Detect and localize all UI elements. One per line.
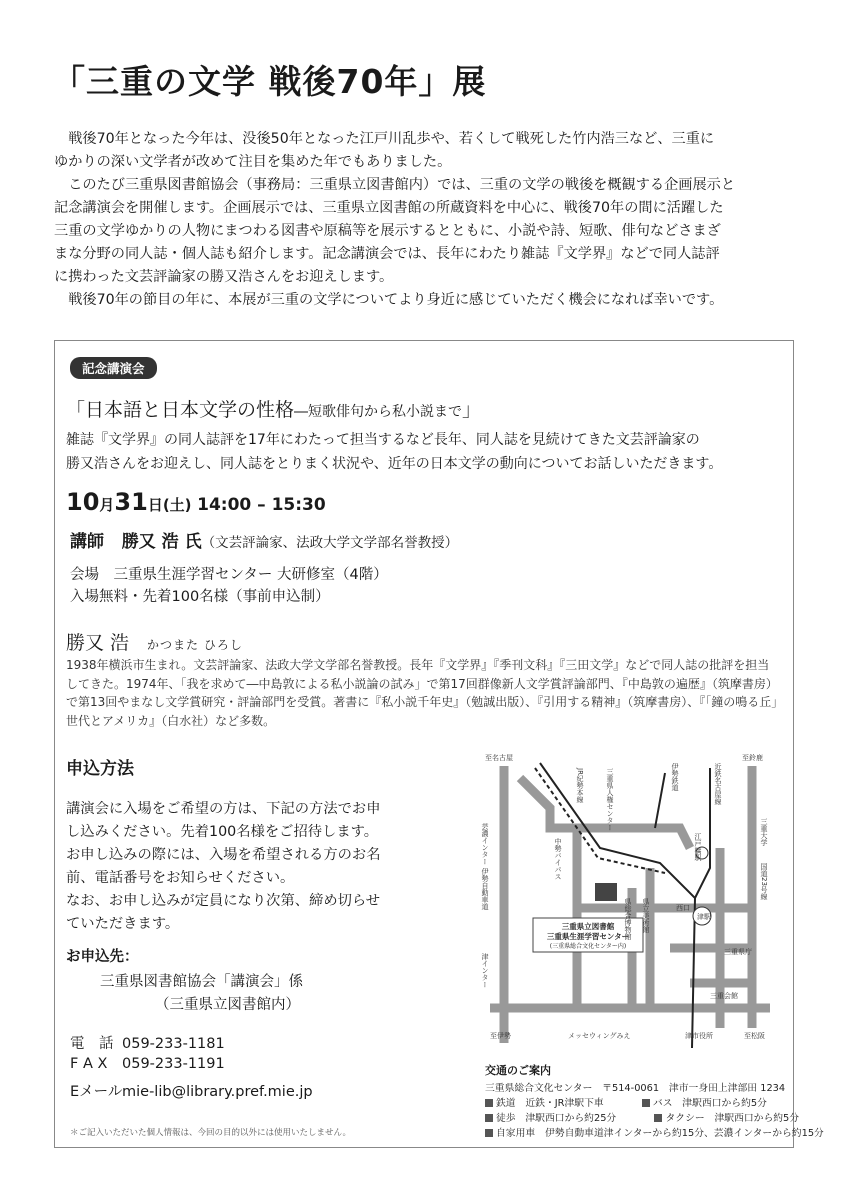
date-month-unit: 月 <box>99 496 115 514</box>
access-row-3 <box>485 1125 824 1139</box>
tel-number[interactable]: 059-233-1181 <box>122 1036 225 1052</box>
intro-line: 戦後70年の節目の年に、本展が三重の文学についてより身近に感じていただく機会になれば幸いです。 <box>54 292 724 308</box>
date-time: 14:00 – 15:30 <box>197 495 326 515</box>
map-messe: メッセウィングみえ <box>568 1032 631 1040</box>
intro-line: このたび三重県図書館協会（事務局：三重県立図書館内）では、三重の文学の戦後を概観する企画展示と <box>54 177 736 193</box>
map-library-label: 三重県立図書館 <box>561 922 615 931</box>
map-city-hall: 津市役所 <box>685 1032 713 1040</box>
apply-line: お申し込みの際には、入場を希望される方のお名 <box>66 847 381 863</box>
bullet-icon <box>485 1129 493 1137</box>
access-taxi: タクシー 津駅西口から約5分 <box>665 1113 800 1124</box>
bio-line: してきた。1974年、「我を求めて―中島敦による私小説論の試み」で第17回群像新人文学賞評論部門、『中島敦の遍歴』（筑摩書房） <box>66 676 778 691</box>
access-heading: 交通のご案内 <box>485 1064 551 1077</box>
map-pref-assembly: 三重会館 <box>710 992 738 1000</box>
access-address: 三重県総合文化センター 〒514-0061 津市一身田上津部田 1234 <box>485 1083 786 1094</box>
contact-label: お申込先： <box>66 949 139 965</box>
fax-number: 059-233-1191 <box>122 1056 225 1072</box>
intro-text <box>54 128 794 312</box>
apply-line: 前、電話番号をお知らせください。 <box>66 870 295 886</box>
access-bus: バス 津駅西口から約5分 <box>652 1098 767 1109</box>
page-title: 「三重の文学 戦後70年」展 <box>52 62 487 101</box>
access-car: 自家用車 伊勢自動車道津インターから約15分、芸濃インターから約15分 <box>496 1128 824 1139</box>
map-art-museum: 県立美術館 <box>642 898 650 933</box>
contact-org: 三重県図書館協会「講演会」係 <box>100 974 303 990</box>
tel-label: 電 話 <box>70 1036 114 1052</box>
lecture-date <box>66 488 326 516</box>
map-ise-railway: 伊勢鉄道 <box>671 763 679 791</box>
bullet-icon <box>485 1099 493 1107</box>
map-route23: 国道23号線 <box>760 863 768 900</box>
map-jinken-center: 三重県人権センター <box>606 768 614 831</box>
admission: 入場無料・先着100名様（事前申込制） <box>70 589 330 605</box>
bio-line: で第13回やまなし文学賞研究・評論部門を受賞。著書に『私小説千年史』（勉誠出版）、『引用する精神』（筑摩書房）、『「鐘の鳴る丘」 <box>66 695 784 709</box>
profile-bio <box>66 656 783 730</box>
fax-row <box>70 1056 225 1072</box>
map-center-sub-label: (三重県総合文化センター内) <box>549 943 627 950</box>
map-tsu-ic: 津インター <box>481 953 489 988</box>
map-nishiguchi: 西口 <box>676 904 690 912</box>
date-day: 31 <box>114 488 148 516</box>
lecturer-affiliation: （文芸評論家、法政大学文学部名誉教授） <box>201 535 459 551</box>
lecturer <box>70 527 458 552</box>
intro-line: 戦後70年となった今年は、没後50年となった江戸川乱歩や、若くして戦死した竹内浩三など、三重に <box>54 131 715 147</box>
contact-org-sub: （三重県立図書館内） <box>155 997 300 1013</box>
bullet-icon <box>642 1099 650 1107</box>
apply-text <box>66 798 381 936</box>
date-day-unit: 日(土) <box>147 496 192 514</box>
date-month: 10 <box>66 488 100 516</box>
bullet-icon <box>485 1114 493 1122</box>
intro-line: ゆかりの深い文学者が改めて注目を集めた年でもありました。 <box>54 154 452 170</box>
venue: 会場 三重県生涯学習センター 大研修室（4階） <box>70 567 388 583</box>
fax-label: F A X <box>70 1056 108 1072</box>
access-rail: 鉄道 近鉄・JR津駅下車 <box>496 1098 604 1109</box>
profile-reading: かつまた ひろし <box>147 638 243 652</box>
tel-row <box>70 1032 225 1053</box>
bio-line: 世代とアメリカ』（白水社）など多数。 <box>66 713 276 728</box>
lecture-title-end: 」 <box>462 399 482 421</box>
map-suzuka: 至鈴鹿 <box>742 754 763 762</box>
access-walk: 徒歩 津駅西口から約25分 <box>496 1113 617 1124</box>
description-line: 勝又浩さんをお迎えし、同人誌をとりまく状況や、近年の日本文学の動向についてお話しいただきます。 <box>66 456 723 472</box>
intro-line: 三重の文学ゆかりの人物にまつわる図書や原稿等を展示するとともに、小説や詩、短歌、俳句などさまざ <box>54 223 721 239</box>
lecture-title-sub: ―短歌俳句から私小説まで <box>294 404 463 420</box>
profile-name-text: 勝又 浩 <box>66 632 130 654</box>
apply-line: し込みください。先着100名様をご招待します。 <box>66 824 379 840</box>
map-kintetsu: 近鉄名古屋線 <box>714 763 722 805</box>
map-pref-office: 三重県庁 <box>724 948 752 956</box>
map-mie-univ: 三重大学 <box>760 818 768 846</box>
bullet-icon <box>654 1114 662 1122</box>
apply-line: 講演会に入場をご希望の方は、下記の方法でお申 <box>66 801 381 817</box>
email-row <box>70 1080 313 1101</box>
intro-line: 記念講演会を開催します。企画展示では、三重県立図書館の所蔵資料を中心に、戦後70年の間に活躍した <box>54 200 724 216</box>
privacy-note: ＊ご記入いただいた個人情報は、今回の目的以外には使用いたしません。 <box>70 1128 352 1138</box>
profile-name <box>66 628 243 655</box>
email-label: Eメール <box>70 1084 123 1100</box>
map-ise-expressway: 伊勢自動車道 <box>481 868 489 910</box>
map-nagoya: 至名古屋 <box>485 754 513 762</box>
apply-line: ていただきます。 <box>66 916 180 932</box>
map-center-label: 三重県生涯学習センター <box>546 932 630 941</box>
description-line: 雑誌『文学界』の同人誌評を17年にわたって担当するなど長年、同人誌を見続けてきた文芸評論家の <box>66 432 700 448</box>
map-matsusaka: 至松阪 <box>744 1032 765 1040</box>
intro-line: に携わった文芸評論家の勝又浩さんをお迎えします。 <box>54 269 394 285</box>
apply-line: なお、お申し込みが定員になり次第、締め切らせ <box>66 893 381 909</box>
access-row-1 <box>485 1095 767 1109</box>
lecture-badge: 記念講演会 <box>70 357 157 379</box>
lecture-title-main: 「日本語と日本文学の性格 <box>66 399 295 421</box>
map-edobashi: 江戸橋駅 <box>694 833 702 861</box>
lecture-description <box>66 428 722 476</box>
lecturer-name: 勝又 浩 氏 <box>121 532 202 552</box>
map-geino-ic: 芸濃インター <box>481 823 489 865</box>
intro-line: まな分野の同人誌・個人誌も紹介します。記念講演会では、長年にわたり雑誌『文学界』などで同人誌評 <box>54 246 720 262</box>
apply-heading: 申込方法 <box>66 759 134 779</box>
lecturer-label: 講師 <box>70 532 104 552</box>
email-address[interactable]: mie-lib@library.pref.mie.jp <box>122 1084 313 1100</box>
map-bypass: 中勢バイパス <box>554 838 562 880</box>
map-gosho-hall: 県総合博物館 <box>624 898 632 940</box>
map-jr-line: JR紀勢本線 <box>576 768 584 803</box>
lecture-title <box>66 395 481 422</box>
map-tsu-station: 津駅 <box>697 913 711 921</box>
access-map <box>480 748 780 1053</box>
access-row-2 <box>485 1110 799 1124</box>
bio-line: 1938年横浜市生まれ。文芸評論家、法政大学文学部名誉教授。長年『文学界』『季刊文科』『三田文学』などで同人誌の批評を担当 <box>66 658 770 672</box>
map-ise: 至伊勢 <box>490 1032 511 1040</box>
